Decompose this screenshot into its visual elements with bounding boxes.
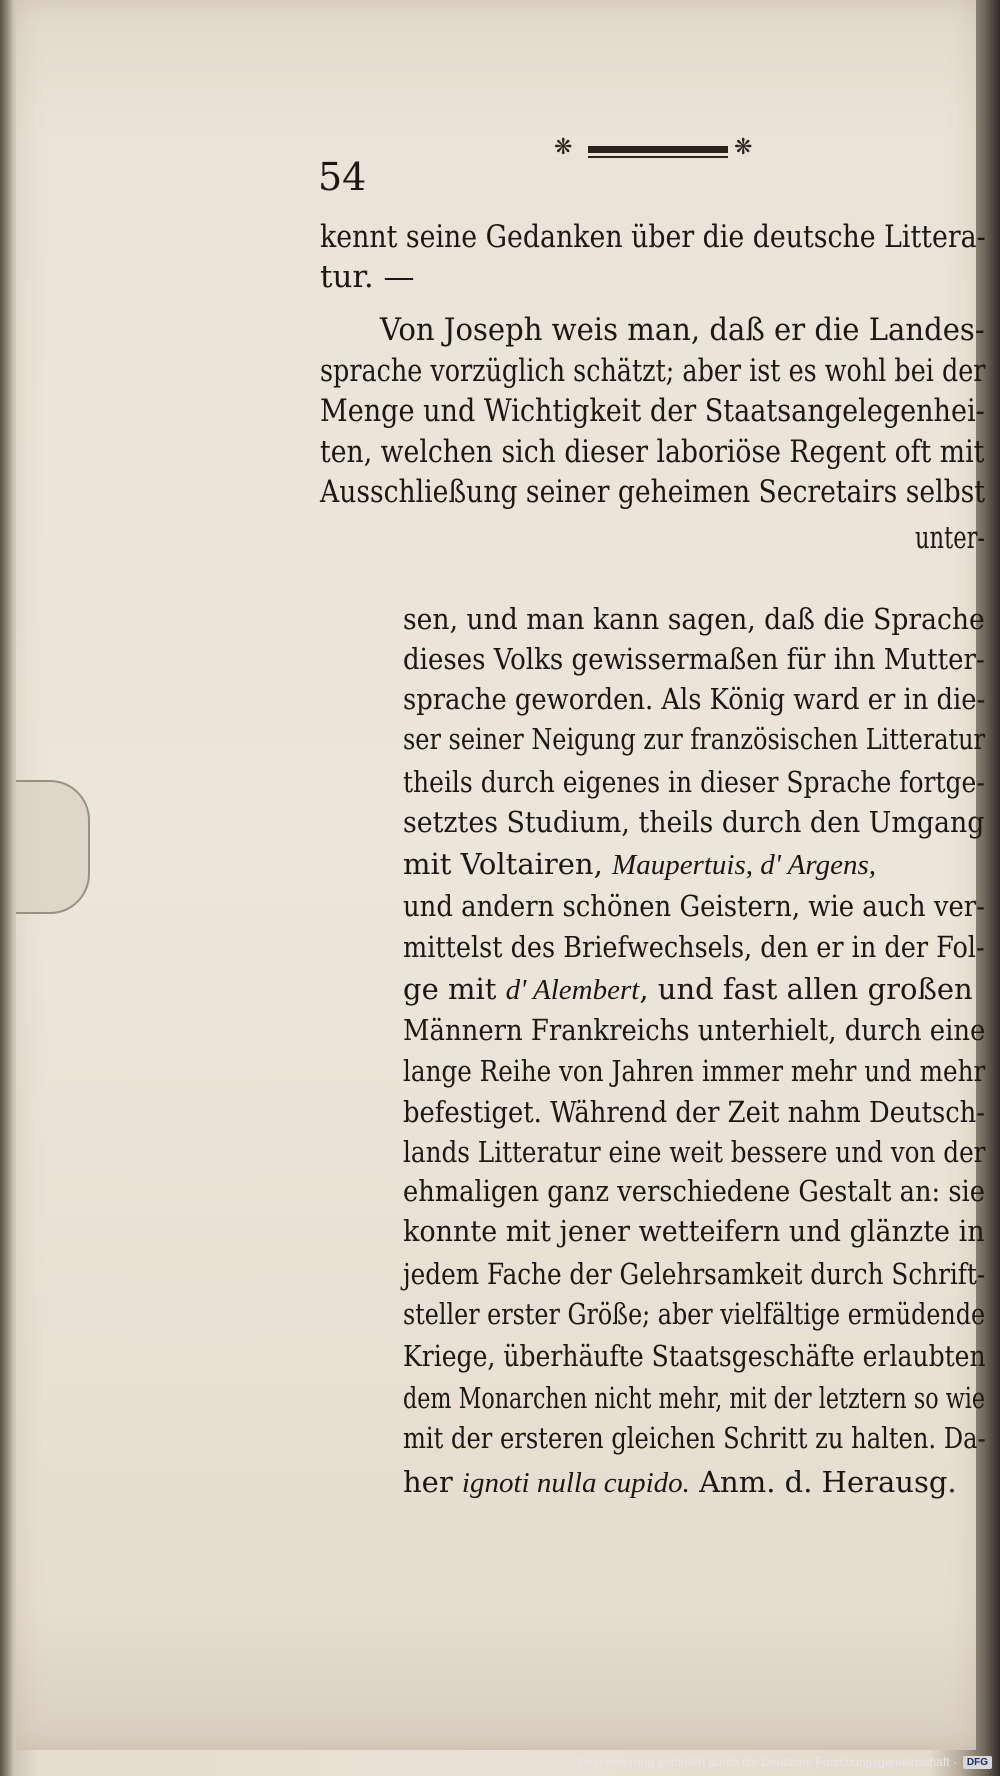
text-segment: mittelst des Briefwechsels, den er in der Fol- — [403, 930, 985, 964]
italic-segment: ignoti nulla cupido. — [461, 1467, 690, 1499]
text-segment: mit Voltairen, — [403, 847, 613, 881]
text-line: tur. — — [320, 259, 415, 295]
footnote-line — [403, 602, 985, 636]
digitization-credit — [579, 1752, 992, 1772]
footnote-line — [403, 682, 986, 716]
footnote-line — [403, 1214, 985, 1248]
text-segment: ehmaligen ganz verschiedene Gestalt an: sie — [403, 1174, 985, 1208]
text-segment: jedem Fache der Gelehrsamkeit durch Schrift- — [403, 1257, 986, 1291]
text-segment: Anm. d. Herausg. — [689, 1465, 957, 1499]
text-line: Von Joseph weis man, daß er die Landes- — [380, 312, 985, 348]
footnote-line — [403, 765, 985, 799]
text-line: ten, welchen sich dieser laboriöse Regent oft mit — [320, 434, 985, 470]
text-segment: ser seiner Neigung zur französischen Litteratur — [403, 722, 985, 756]
footnote-line — [403, 1257, 986, 1291]
text-segment: lands Litteratur eine weit bessere und von der — [403, 1135, 986, 1169]
text-segment: konnte mit jener wetteifern und glänzte in — [403, 1214, 985, 1248]
footnote-line — [403, 1421, 986, 1455]
text-segment: mit der ersteren gleichen Schritt zu halten. Da- — [403, 1421, 986, 1455]
text-segment: befestiget. Während der Zeit nahm Deutsch- — [403, 1095, 986, 1129]
footnote-line — [403, 1297, 986, 1331]
text-line: unter- — [915, 520, 986, 556]
text-segment: theils durch eigenes in dieser Sprache fortge- — [403, 765, 985, 799]
paper-tab — [16, 780, 90, 914]
text-segment: , und fast allen großen — [639, 972, 973, 1006]
text-segment: Kriege, überhäufte Staatsgeschäfte erlaubten — [403, 1339, 986, 1373]
text-line: Menge und Wichtigkeit der Staatsangelegenhei- — [320, 393, 985, 429]
footnote-line — [403, 1095, 986, 1129]
footnote-line — [403, 722, 985, 756]
ornament-right-icon: ❋ — [734, 135, 753, 160]
page-number: 54 — [318, 155, 367, 199]
text-segment: sprache geworden. Als König ward er in die- — [403, 682, 986, 716]
text-segment: dem Monarchen nicht mehr, mit der letztern so wie — [403, 1381, 986, 1415]
text-segment: ge mit — [403, 972, 506, 1006]
footnote-line — [403, 1054, 986, 1088]
dfg-logo: DFG — [963, 1756, 992, 1769]
footnote-line — [403, 1135, 986, 1169]
text-segment: und andern schönen Geistern, wie auch ver- — [403, 889, 985, 923]
footnote-line — [403, 1465, 957, 1499]
footnote-line — [403, 1174, 985, 1208]
credit-text: Digitalisierung gefördert durch die Deutsche Forschungsgemeinschaft · — [578, 1755, 957, 1769]
text-line: kennt seine Gedanken über die deutsche Littera- — [320, 219, 986, 255]
text-segment: steller erster Größe; aber vielfältige ermüdende — [403, 1297, 986, 1331]
text-segment: setztes Studium, theils durch den Umgang — [403, 805, 985, 839]
italic-segment: Maupertuis, d' Argens, — [612, 849, 877, 881]
text-segment: her — [403, 1465, 462, 1499]
text-segment: sen, und man kann sagen, daß die Sprache — [403, 602, 985, 636]
footnote-line — [403, 1381, 986, 1415]
text-line: sprache vorzüglich schätzt; aber ist es wohl bei der — [320, 353, 986, 389]
text-segment: Männern Frankreichs unterhielt, durch eine — [403, 1013, 986, 1047]
ornament-left-icon: ❋ — [554, 135, 573, 160]
footnote-line — [403, 847, 877, 881]
text-segment: dieses Volks gewissermaßen für ihn Mutter- — [403, 642, 985, 676]
footnote-line — [403, 1339, 986, 1373]
footnote-line — [403, 889, 985, 923]
header-ornament — [548, 135, 768, 168]
text-segment: lange Reihe von Jahren immer mehr und mehr — [403, 1054, 986, 1088]
footnote-line — [403, 805, 985, 839]
footnote-line — [403, 642, 985, 676]
footnote-line — [403, 972, 973, 1006]
text-line: Ausschließung seiner geheimen Secretairs selbst — [320, 474, 986, 510]
italic-segment: d' Alembert — [505, 974, 640, 1006]
footnote-line — [403, 1013, 986, 1047]
footnote-line — [403, 930, 985, 964]
